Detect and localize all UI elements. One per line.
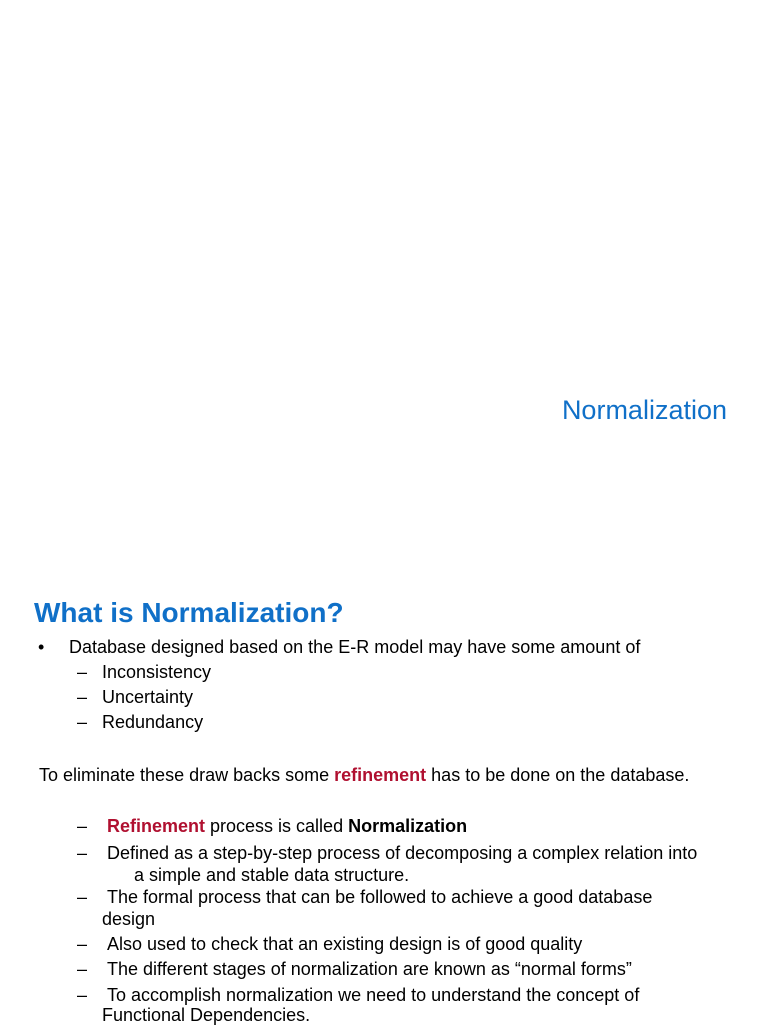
sub-item-text: Inconsistency [102, 662, 212, 682]
normalization-bold: Normalization [348, 816, 468, 836]
bullet-mark: • [38, 637, 45, 657]
dash-mark: – [77, 887, 88, 907]
point-middle: process is called [205, 816, 349, 836]
bullet-text: Database designed based on the E-R model may have some amount of [69, 637, 641, 657]
refinement-highlight: Refinement [107, 816, 206, 836]
dash-mark: – [77, 687, 88, 707]
slide-title: Normalization [561, 395, 727, 425]
eliminate-after: has to be done on the database. [426, 765, 690, 785]
point-text: The different stages of normalization are known as “normal forms” [107, 959, 632, 979]
point-text-continued: design [102, 909, 156, 929]
point-text-continued: Functional Dependencies. [102, 1005, 311, 1025]
point-text-continued: a simple and stable data structure. [134, 865, 410, 885]
point-text: The formal process that can be followed to achieve a good database [107, 887, 653, 907]
point-text: Defined as a step-by-step process of decomposing a complex relation into [107, 843, 698, 863]
sub-item-text: Uncertainty [102, 687, 194, 707]
dash-mark: – [77, 843, 88, 863]
dash-mark: – [77, 662, 88, 682]
dash-mark: – [77, 934, 88, 954]
dash-mark: – [77, 816, 88, 836]
dash-mark: – [77, 985, 88, 1005]
sub-item-text: Redundancy [102, 712, 204, 732]
section-heading: What is Normalization? [34, 597, 344, 628]
eliminate-paragraph [39, 764, 689, 786]
point-text: To accomplish normalization we need to understand the concept of [107, 985, 640, 1005]
dash-mark: – [77, 959, 88, 979]
point-text [107, 815, 747, 837]
refinement-highlight: refinement [334, 765, 427, 785]
dash-mark: – [77, 712, 88, 732]
point-text: Also used to check that an existing design is of good quality [107, 934, 583, 954]
eliminate-before: To eliminate these draw backs some [39, 765, 335, 785]
